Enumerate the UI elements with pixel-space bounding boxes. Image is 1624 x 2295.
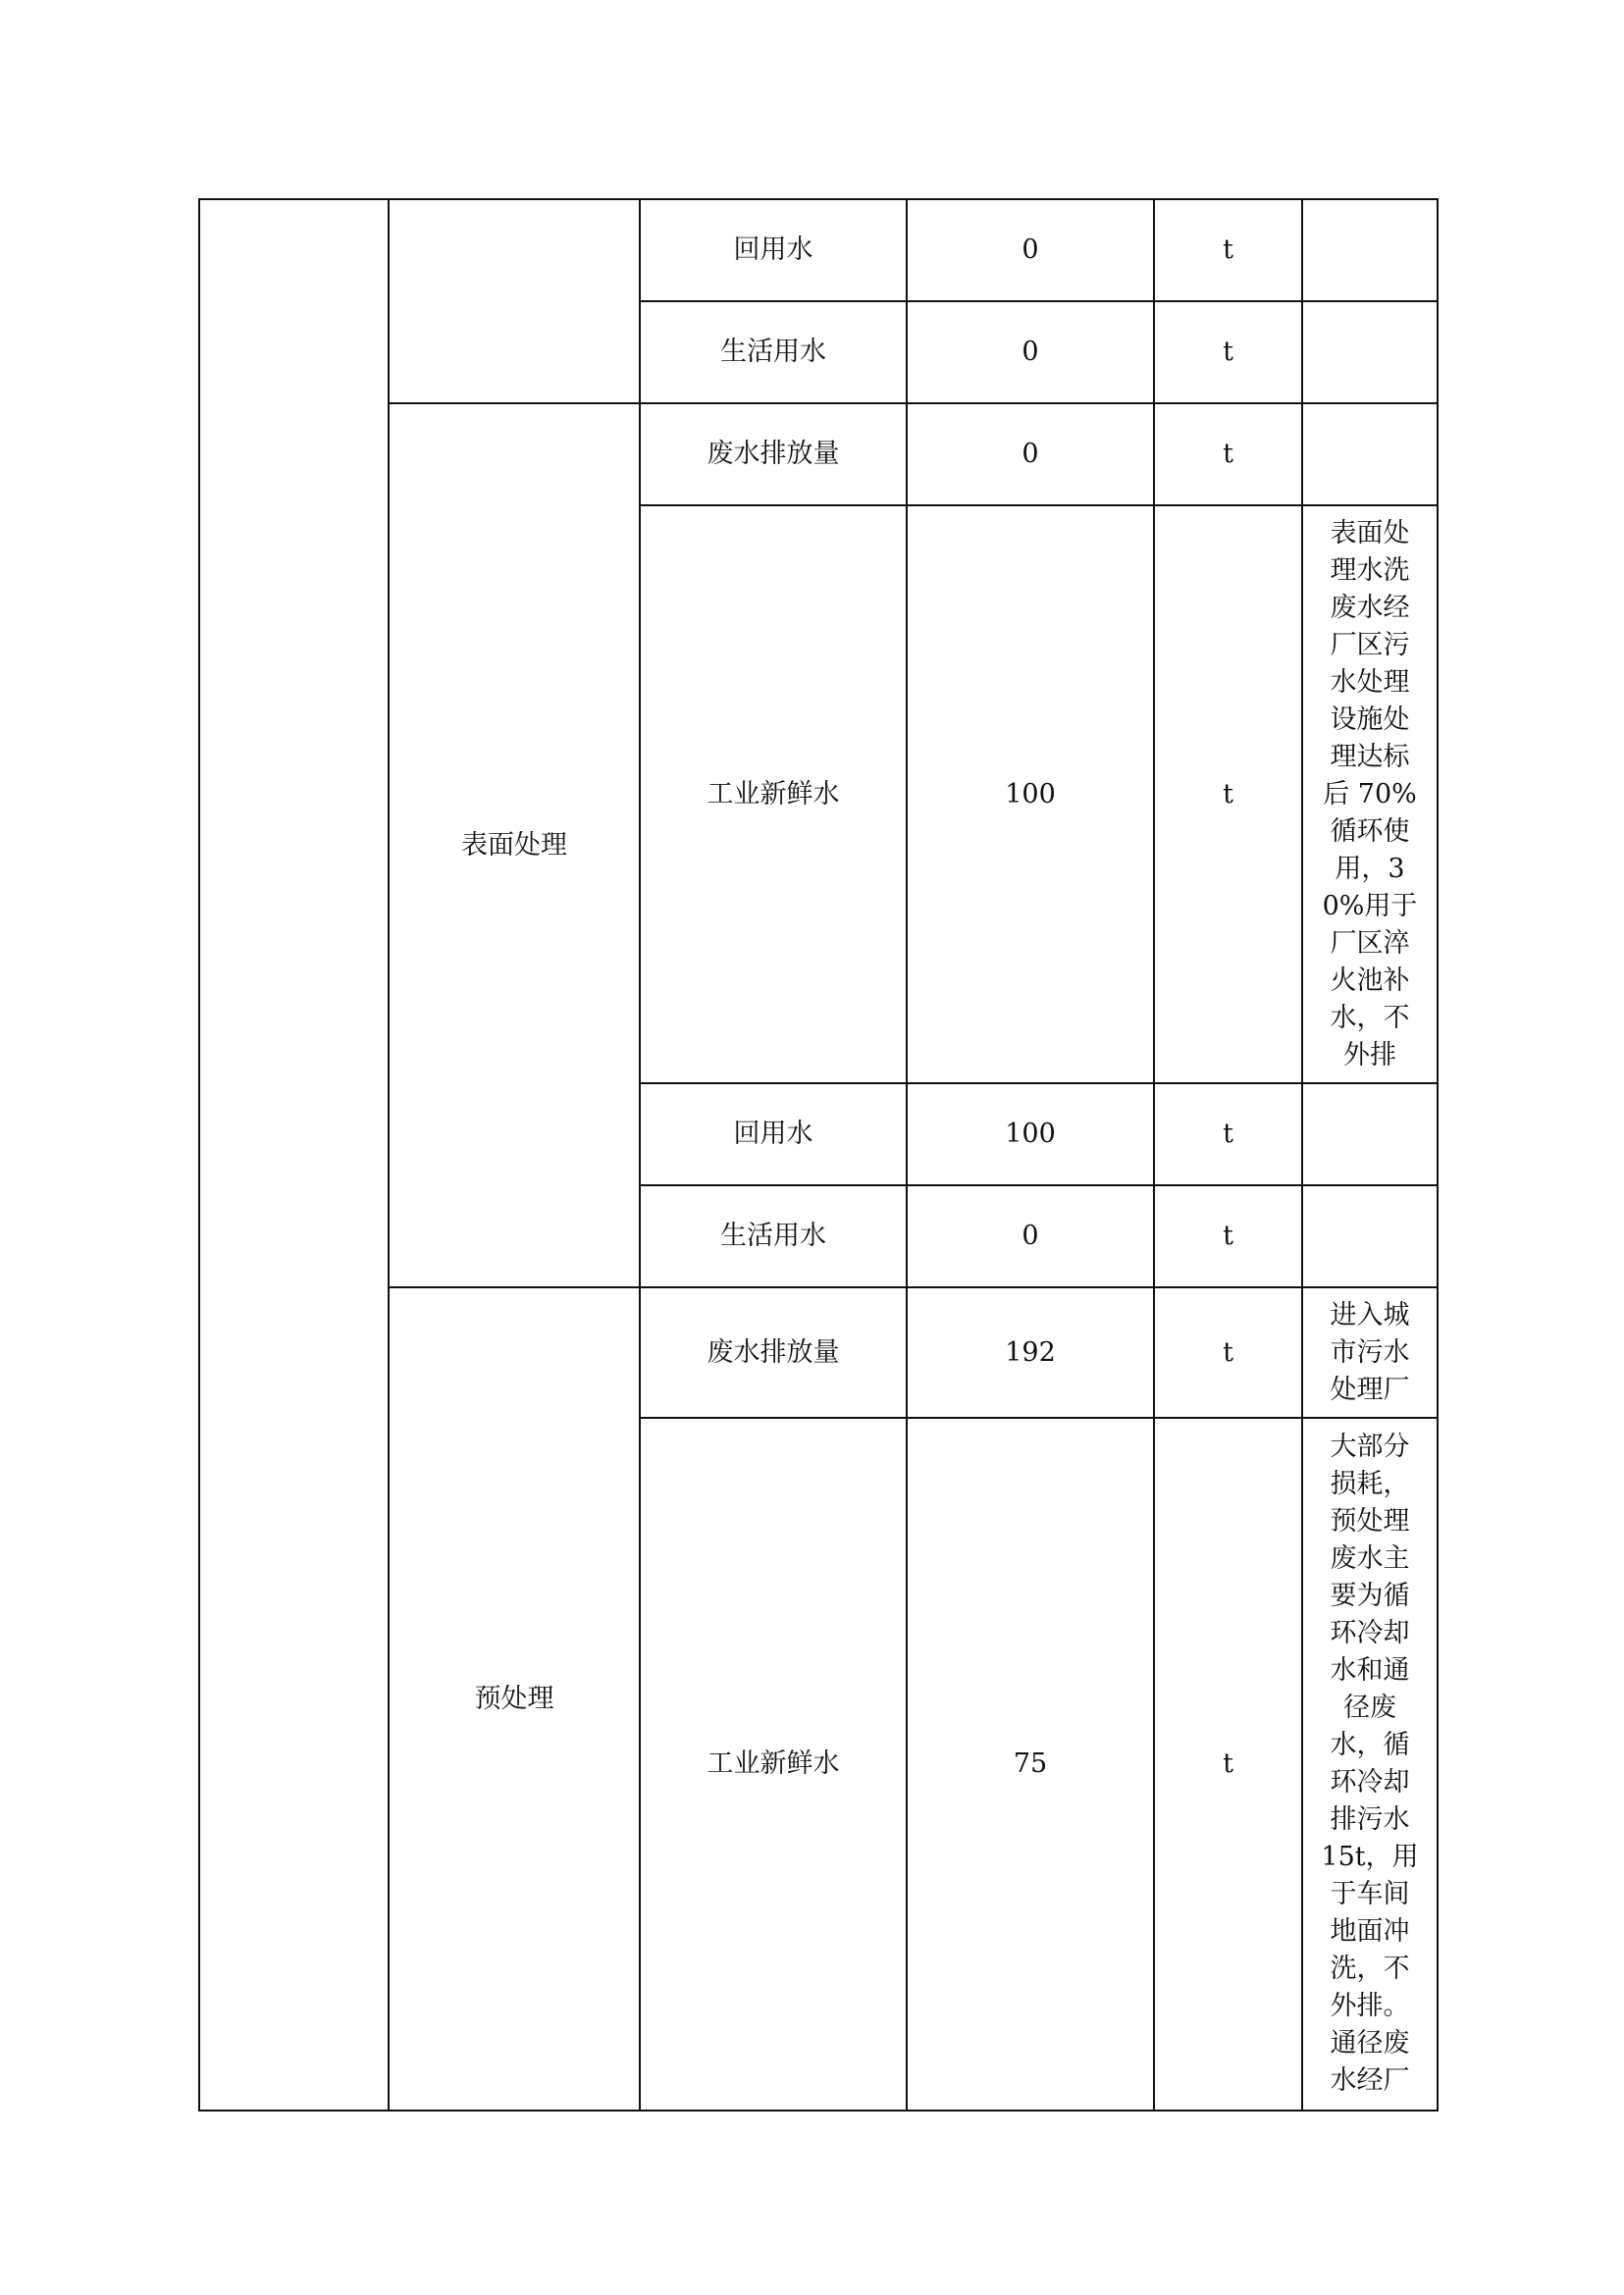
unit-cell: t bbox=[1154, 505, 1302, 1083]
water-usage-table bbox=[198, 198, 1439, 2112]
item-cell: 废水排放量 bbox=[640, 403, 907, 505]
note-cell bbox=[1302, 1287, 1438, 1418]
process-cell: 表面处理 bbox=[389, 403, 640, 1287]
process-cell: 预处理 bbox=[389, 1287, 640, 2111]
value-cell: 192 bbox=[907, 1287, 1154, 1418]
category-cell bbox=[199, 199, 389, 2111]
item-cell: 工业新鲜水 bbox=[640, 1418, 907, 2111]
note-cell bbox=[1302, 199, 1438, 301]
unit-cell: t bbox=[1154, 1287, 1302, 1418]
item-cell: 工业新鲜水 bbox=[640, 505, 907, 1083]
process-cell bbox=[389, 199, 640, 403]
unit-cell: t bbox=[1154, 403, 1302, 505]
note-cell bbox=[1302, 403, 1438, 505]
value-cell: 75 bbox=[907, 1418, 1154, 2111]
note-text: 表面处理水洗废水经厂区污水处理设施处理达标后 70%循环使用，30%用于厂区淬火池补水，不外排 bbox=[1322, 517, 1418, 1070]
note-cell bbox=[1302, 505, 1438, 1083]
item-cell: 废水排放量 bbox=[640, 1287, 907, 1418]
value-cell: 0 bbox=[907, 301, 1154, 403]
table-row bbox=[199, 199, 1438, 301]
unit-cell: t bbox=[1154, 1418, 1302, 2111]
item-cell: 生活用水 bbox=[640, 301, 907, 403]
note-cell bbox=[1302, 301, 1438, 403]
value-cell: 0 bbox=[907, 403, 1154, 505]
note-cell bbox=[1302, 1185, 1438, 1287]
note-text: 进入城市污水处理厂 bbox=[1330, 1299, 1410, 1405]
unit-cell: t bbox=[1154, 199, 1302, 301]
value-cell: 100 bbox=[907, 505, 1154, 1083]
value-cell: 100 bbox=[907, 1083, 1154, 1185]
item-cell: 回用水 bbox=[640, 1083, 907, 1185]
unit-cell: t bbox=[1154, 1185, 1302, 1287]
note-text: 大部分损耗，预处理废水主要为循环冷却水和通径废水，循环冷却排污水 15t，用于车间地面冲洗，不外排。通径废水经厂 bbox=[1321, 1432, 1419, 2096]
item-cell: 回用水 bbox=[640, 199, 907, 301]
note-cell bbox=[1302, 1418, 1438, 2111]
value-cell: 0 bbox=[907, 199, 1154, 301]
note-cell bbox=[1302, 1083, 1438, 1185]
value-cell: 0 bbox=[907, 1185, 1154, 1287]
unit-cell: t bbox=[1154, 1083, 1302, 1185]
unit-cell: t bbox=[1154, 301, 1302, 403]
item-cell: 生活用水 bbox=[640, 1185, 907, 1287]
